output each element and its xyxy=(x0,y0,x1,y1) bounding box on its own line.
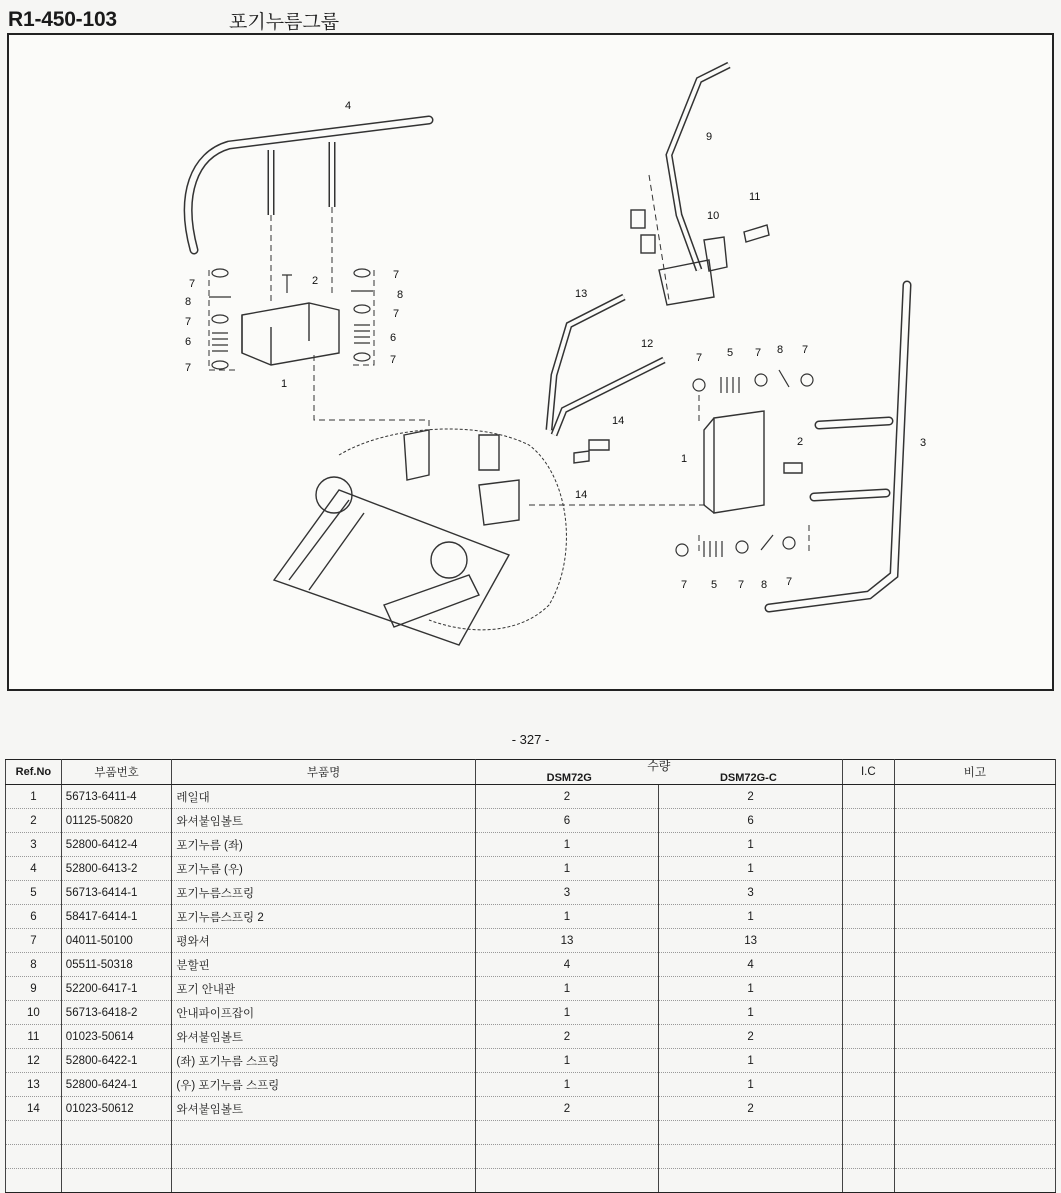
row-qty-a: 2 xyxy=(475,1025,659,1049)
callout-7: 7 xyxy=(189,278,196,290)
row-name: 포기누름 (좌) xyxy=(172,833,475,857)
row-part-no: 01023-50614 xyxy=(61,1025,172,1049)
row-ic xyxy=(842,857,894,881)
callout-14: 14 xyxy=(575,489,588,501)
row-ref: 12 xyxy=(6,1049,62,1073)
row-qty-a: 2 xyxy=(475,1097,659,1121)
row-qty-a xyxy=(475,1169,659,1193)
callout-1: 1 xyxy=(281,378,288,390)
row-qty-a: 1 xyxy=(475,857,659,881)
row-part-no xyxy=(61,1145,172,1169)
row-remark xyxy=(894,881,1055,905)
row-part-no: 56713-6414-1 xyxy=(61,881,172,905)
row-ref: 13 xyxy=(6,1073,62,1097)
row-remark xyxy=(894,857,1055,881)
callout-6: 6 xyxy=(185,336,192,348)
row-qty-a: 2 xyxy=(475,785,659,809)
row-qty-b: 1 xyxy=(659,1001,843,1025)
header-qty xyxy=(475,760,842,785)
row-ic xyxy=(842,1097,894,1121)
row-name xyxy=(172,1121,475,1145)
row-qty-b: 2 xyxy=(659,1025,843,1049)
row-remark xyxy=(894,905,1055,929)
row-name: (우) 포기누름 스프링 xyxy=(172,1073,475,1097)
table-row xyxy=(6,977,1056,1001)
callout-6: 6 xyxy=(390,332,397,344)
callout-14: 14 xyxy=(612,415,625,427)
row-name: 와셔붙임볼트 xyxy=(172,809,475,833)
row-qty-b: 6 xyxy=(659,809,843,833)
header-qty-label: 수량 xyxy=(647,759,671,773)
row-ref xyxy=(6,1169,62,1193)
row-part-no: 52800-6424-1 xyxy=(61,1073,172,1097)
callout-2: 2 xyxy=(312,275,319,287)
callout-8: 8 xyxy=(397,289,404,301)
callout-7: 7 xyxy=(738,579,745,591)
row-qty-b: 1 xyxy=(659,905,843,929)
row-ref xyxy=(6,1121,62,1145)
row-name: 분할핀 xyxy=(172,953,475,977)
row-qty-a: 1 xyxy=(475,1049,659,1073)
row-qty-b: 1 xyxy=(659,833,843,857)
table-row xyxy=(6,785,1056,809)
row-name: 포기 안내관 xyxy=(172,977,475,1001)
row-qty-b: 1 xyxy=(659,857,843,881)
row-qty-b xyxy=(659,1121,843,1145)
row-remark xyxy=(894,1073,1055,1097)
row-part-no: 56713-6411-4 xyxy=(61,785,172,809)
row-remark xyxy=(894,1121,1055,1145)
table-row xyxy=(6,881,1056,905)
header-remark: 비고 xyxy=(894,760,1055,785)
row-ic xyxy=(842,785,894,809)
row-remark xyxy=(894,1025,1055,1049)
row-qty-b xyxy=(659,1145,843,1169)
row-part-no: 04011-50100 xyxy=(61,929,172,953)
row-ref: 8 xyxy=(6,953,62,977)
callout-9: 9 xyxy=(706,131,713,143)
row-remark xyxy=(894,1097,1055,1121)
row-qty-b: 13 xyxy=(659,929,843,953)
row-part-no xyxy=(61,1121,172,1145)
row-ic xyxy=(842,1001,894,1025)
row-qty-a xyxy=(475,1145,659,1169)
callout-7: 7 xyxy=(696,352,703,364)
row-ref: 9 xyxy=(6,977,62,1001)
callout-7: 7 xyxy=(393,269,400,281)
group-title: 포기누름그룹 xyxy=(229,11,340,33)
parts-drawing xyxy=(9,35,1054,691)
callout-13: 13 xyxy=(575,288,588,300)
row-part-no: 01125-50820 xyxy=(61,809,172,833)
row-qty-a: 1 xyxy=(475,1073,659,1097)
row-qty-b xyxy=(659,1169,843,1193)
row-part-no: 52800-6413-2 xyxy=(61,857,172,881)
row-ic xyxy=(842,953,894,977)
row-qty-a: 1 xyxy=(475,1001,659,1025)
row-ic xyxy=(842,881,894,905)
callout-1: 1 xyxy=(681,453,688,465)
table-row xyxy=(6,929,1056,953)
row-qty-a xyxy=(475,1121,659,1145)
table-row xyxy=(6,1145,1056,1169)
row-part-no: 56713-6418-2 xyxy=(61,1001,172,1025)
callout-2: 2 xyxy=(797,436,804,448)
row-ic xyxy=(842,809,894,833)
table-row xyxy=(6,833,1056,857)
header-name: 부품명 xyxy=(172,760,475,785)
table-row xyxy=(6,1049,1056,1073)
callout-8: 8 xyxy=(185,296,192,308)
row-ic xyxy=(842,1049,894,1073)
table-row xyxy=(6,1073,1056,1097)
callout-7: 7 xyxy=(786,576,793,588)
row-ref: 1 xyxy=(6,785,62,809)
row-qty-b: 1 xyxy=(659,1073,843,1097)
row-ic xyxy=(842,905,894,929)
parts-table xyxy=(5,759,1056,1193)
row-name: 안내파이프잡이 xyxy=(172,1001,475,1025)
row-ic xyxy=(842,1025,894,1049)
callout-7: 7 xyxy=(185,316,192,328)
group-code: R1-450-103 xyxy=(8,8,117,31)
callout-8: 8 xyxy=(761,579,768,591)
row-qty-b: 4 xyxy=(659,953,843,977)
row-remark xyxy=(894,809,1055,833)
callout-8: 8 xyxy=(777,344,784,356)
row-ic xyxy=(842,833,894,857)
row-ref xyxy=(6,1145,62,1169)
row-name: 레일대 xyxy=(172,785,475,809)
row-qty-a: 13 xyxy=(475,929,659,953)
callout-7: 7 xyxy=(393,308,400,320)
row-qty-b: 2 xyxy=(659,785,843,809)
row-qty-a: 1 xyxy=(475,905,659,929)
exploded-diagram xyxy=(7,33,1054,691)
table-row xyxy=(6,1097,1056,1121)
row-ref: 10 xyxy=(6,1001,62,1025)
callout-7: 7 xyxy=(390,354,397,366)
row-remark xyxy=(894,929,1055,953)
row-ic xyxy=(842,1169,894,1193)
row-ref: 14 xyxy=(6,1097,62,1121)
row-part-no xyxy=(61,1169,172,1193)
table-row xyxy=(6,857,1056,881)
row-name xyxy=(172,1169,475,1193)
row-qty-a: 1 xyxy=(475,977,659,1001)
callout-7: 7 xyxy=(681,579,688,591)
table-row xyxy=(6,1025,1056,1049)
header-model-b: DSM72G-C xyxy=(719,772,777,784)
row-part-no: 52200-6417-1 xyxy=(61,977,172,1001)
row-ic xyxy=(842,1073,894,1097)
row-remark xyxy=(894,1001,1055,1025)
header-ic: I.C xyxy=(842,760,894,785)
row-name: 포기누름스프링 xyxy=(172,881,475,905)
row-ic xyxy=(842,1145,894,1169)
row-part-no: 52800-6412-4 xyxy=(61,833,172,857)
callout-4: 4 xyxy=(345,100,352,112)
row-qty-b: 2 xyxy=(659,1097,843,1121)
callout-12: 12 xyxy=(641,338,654,350)
row-qty-a: 6 xyxy=(475,809,659,833)
row-ref: 7 xyxy=(6,929,62,953)
row-name: (좌) 포기누름 스프링 xyxy=(172,1049,475,1073)
callout-5: 5 xyxy=(727,347,734,359)
row-ref: 2 xyxy=(6,809,62,833)
table-row xyxy=(6,809,1056,833)
callout-11: 11 xyxy=(749,191,761,203)
row-remark xyxy=(894,1169,1055,1193)
row-remark xyxy=(894,1049,1055,1073)
row-ref: 4 xyxy=(6,857,62,881)
row-part-no: 05511-50318 xyxy=(61,953,172,977)
row-remark xyxy=(894,785,1055,809)
callout-3: 3 xyxy=(920,437,927,449)
row-name xyxy=(172,1145,475,1169)
row-remark xyxy=(894,833,1055,857)
row-ref: 3 xyxy=(6,833,62,857)
row-remark xyxy=(894,1145,1055,1169)
row-ic xyxy=(842,1121,894,1145)
row-name: 와셔붙임볼트 xyxy=(172,1097,475,1121)
row-ref: 11 xyxy=(6,1025,62,1049)
header-ref: Ref.No xyxy=(6,760,62,785)
row-ic xyxy=(842,977,894,1001)
table-row xyxy=(6,953,1056,977)
row-remark xyxy=(894,977,1055,1001)
row-qty-a: 3 xyxy=(475,881,659,905)
row-qty-b: 3 xyxy=(659,881,843,905)
header-part-no: 부품번호 xyxy=(61,760,172,785)
row-qty-b: 1 xyxy=(659,1049,843,1073)
callout-7: 7 xyxy=(802,344,809,356)
row-name: 와셔붙임볼트 xyxy=(172,1025,475,1049)
table-row xyxy=(6,1169,1056,1193)
row-qty-a: 4 xyxy=(475,953,659,977)
row-part-no: 52800-6422-1 xyxy=(61,1049,172,1073)
table-row xyxy=(6,1121,1056,1145)
row-part-no: 58417-6414-1 xyxy=(61,905,172,929)
row-name: 평와셔 xyxy=(172,929,475,953)
table-row xyxy=(6,1001,1056,1025)
row-part-no: 01023-50612 xyxy=(61,1097,172,1121)
row-name: 포기누름스프링 2 xyxy=(172,905,475,929)
row-ic xyxy=(842,929,894,953)
row-ref: 5 xyxy=(6,881,62,905)
callout-7: 7 xyxy=(755,347,762,359)
row-qty-a: 1 xyxy=(475,833,659,857)
callout-10: 10 xyxy=(707,210,720,222)
row-ref: 6 xyxy=(6,905,62,929)
callout-7: 7 xyxy=(185,362,192,374)
callout-5: 5 xyxy=(711,579,718,591)
table-row xyxy=(6,905,1056,929)
row-remark xyxy=(894,953,1055,977)
row-qty-b: 1 xyxy=(659,977,843,1001)
page-number: - 327 - xyxy=(511,732,550,747)
row-name: 포기누름 (우) xyxy=(172,857,475,881)
header-model-a: DSM72G xyxy=(546,772,592,784)
